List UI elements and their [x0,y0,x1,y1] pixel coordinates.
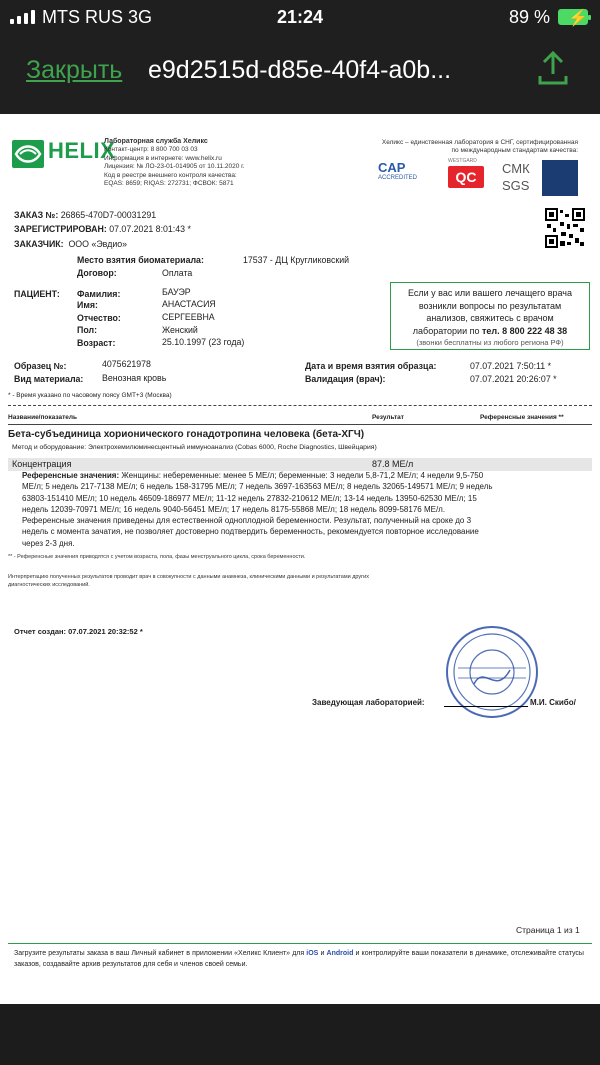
surname-label: Фамилия: [77,289,121,299]
patient-patronymic: СЕРГЕЕВНА [162,312,215,322]
material-value: Венозная кровь [102,373,167,383]
validation-label: Валидация (врач): [305,374,386,384]
sex-label: Пол: [77,325,97,335]
certification-logos [378,160,578,200]
head-of-lab-label: Заведующая лабораторией: [312,698,425,707]
col-header-reference: Референсные значения ** [480,414,564,421]
lab-registry-2: EQAS: 8659; RIQAS: 272731; ФСВОК: 5871 [104,180,234,188]
divider [8,405,592,406]
cap-accredited-label: ACCREDITED [378,175,418,181]
lab-web: Информация в интернете: www.helix.ru [104,154,222,162]
customer-row: ЗАКАЗЧИК: ООО «Эвдио» [14,239,128,249]
doctor-contact-box: Если у вас или вашего лечащего врача возникли вопросы по результатам анализов, свяжитесь с врачом лаборатории по тел. 8 800 222 48 38 (звонки бесплатны из любого региона РФ) [390,282,590,350]
signature-line [444,706,528,707]
patient-sex: Женский [162,325,198,335]
lab-registry-1: Код в реестре внешнего контроля качества: [104,171,237,179]
app-promo-text: Загрузите результаты заказа в ваш Личный кабинет в приложении «Хеликс Клиент» для iOS и Android и контролируйте ваши показатели в динамике, отслеживайте статусы заказов, создавайте архив результатов для себя и членов своей семьи. [14,950,584,968]
contract-value: Оплата [162,268,193,278]
validation-value: 07.07.2021 20:26:07 * [470,374,557,384]
interpretation-note: Интерпретацию полученных результатов проводит врач в совокупности с данными анамнеза, клиническими данными и результатами других диагностических исследований. [8,574,369,588]
battery-percent: 89 % [508,7,550,27]
order-number-row: ЗАКАЗ №: 26865-470D7-00031291 [14,210,157,220]
close-button[interactable]: Закрыть [26,56,123,84]
status-bar [0,0,600,34]
cert-line-2: по международным стандартам качества: [451,147,578,154]
battery-charging-icon: ⚡ [558,9,588,25]
doctor-phone[interactable]: тел. 8 800 222 48 38 [482,325,568,336]
sample-date-value: 07.07.2021 7:50:11 * [470,361,552,371]
carrier-label: MTS RUS 3G [42,7,153,27]
order-number: 26865-470D7-00031291 [60,210,157,220]
lab-contact: Контакт-центр: 8 800 700 03 03 [104,146,198,154]
ios-link[interactable]: iOS [306,950,319,957]
sgs-label: SGS [502,178,530,193]
sgs-badge-icon [542,160,578,196]
sample-label: Образец №: [14,361,67,371]
test-title: Бета-субъединица хорионического гонадотропина человека (бета-ХГЧ) [8,429,365,440]
patient-name: АНАСТАСИЯ [162,299,216,309]
lab-license: Лицензия: № ЛО-23-01-014905 от 10.11.2020 г. [104,163,245,171]
test-method: Метод и оборудование: Электрохемилюминесцентный иммуноанализ (Cobas 6000, Roche Diagnostics, Швейцария) [12,444,377,451]
contract-label: Договор: [77,268,117,278]
cap-logo: CAP [378,160,406,175]
westgard-label: WESTGARD [448,158,477,164]
smk-label: СМК [502,161,530,176]
android-link[interactable]: Android [326,950,354,957]
clock: 21:24 [276,7,324,27]
share-icon[interactable] [536,50,570,86]
bottom-bar [0,1004,600,1065]
document-nav-bar [0,34,600,114]
document-title: e9d2515d-d85e-40f4-a0b... [148,56,452,84]
sample-date-label: Дата и время взятия образца: [305,361,437,371]
westgard-qc-logo: QC [448,166,484,188]
patronymic-label: Отчество: [77,313,121,323]
patient-surname: БАУЭР [162,287,191,297]
place-value: 17537 - ДЦ Кругликовский [243,255,350,265]
patient-label: ПАЦИЕНТ: [14,289,60,299]
col-header-result: Результат [372,414,404,421]
report-created: Отчет создан: 07.07.2021 20:32:52 * [14,627,143,636]
sample-number: 4075621978 [102,359,151,369]
qr-code-icon [545,208,585,248]
table-header-divider [8,424,592,425]
patient-birthdate: 25.10.1997 (23 года) [162,337,245,347]
reference-values: Референсные значения: Женщины: небеременные: менее 5 МЕ/л; беременные: 3 недели 5,8-71,2 МЕ/л; 4 недели 9,5-750 МЕ/л; 5 недель 217-7138 МЕ/л; 6 недель 158-31795 МЕ/л; 7 недель 3697-163563 МЕ/л; 8 недель 32065-149571 МЕ/л; 9 недель 63803-151410 МЕ/л; 10 недель 46509-186977 МЕ/л; 11-12 недель 27832-210612 МЕ/л; 13-14 недель 13950-62530 МЕ/л; 15 недель 12039-70971 МЕ/л; 16 недель 9040-56451 МЕ/л; 17 недель 8175-55868 МЕ/л; 18 недель 8099-58176 МЕ/л. Референсные значения приведены для естественной одноплодной беременности. Результат, полученный на сроке до 3 недель с момента зачатия, не позволяет достоверно подтвердить беременность, рекомендуется повторное исследование через 2-3 дня. [22,471,493,548]
lab-report-document[interactable] [0,114,600,1004]
parameter-name: Концентрация [12,459,72,469]
head-of-lab-name: М.И. Скибо/ [530,698,576,707]
cert-line-1: Хеликс – единственная лаборатория в СНГ, сертифицированная [381,139,578,146]
page-indicator: Страница 1 из 1 [516,925,580,935]
registered-row: ЗАРЕГИСТРИРОВАН: 07.07.2021 8:01:43 * [14,224,191,234]
footer-divider [8,943,592,944]
registered-value: 07.07.2021 8:01:43 * [109,224,191,234]
lab-name: Лабораторная служба Хеликс [104,138,208,145]
name-label: Имя: [77,300,98,310]
helix-logo-text: HELIX [48,138,116,163]
lab-info [104,138,304,188]
col-header-name: Название/показатель [8,414,78,421]
reference-footnote: ** - Референсные значения приводятся с учетом возраста, пола, фазы менструального цикла, срока беременности. [8,554,306,560]
place-label: Место взятия биоматериала: [77,255,204,265]
age-label: Возраст: [77,338,116,348]
timezone-note: * - Время указано по часовому поясу GMT+3 (Москва) [8,392,172,399]
material-label: Вид материала: [14,374,84,384]
customer-value: ООО «Эвдио» [68,239,128,249]
result-value: 87.8 МЕ/л [372,459,414,469]
certification-text [348,139,578,155]
